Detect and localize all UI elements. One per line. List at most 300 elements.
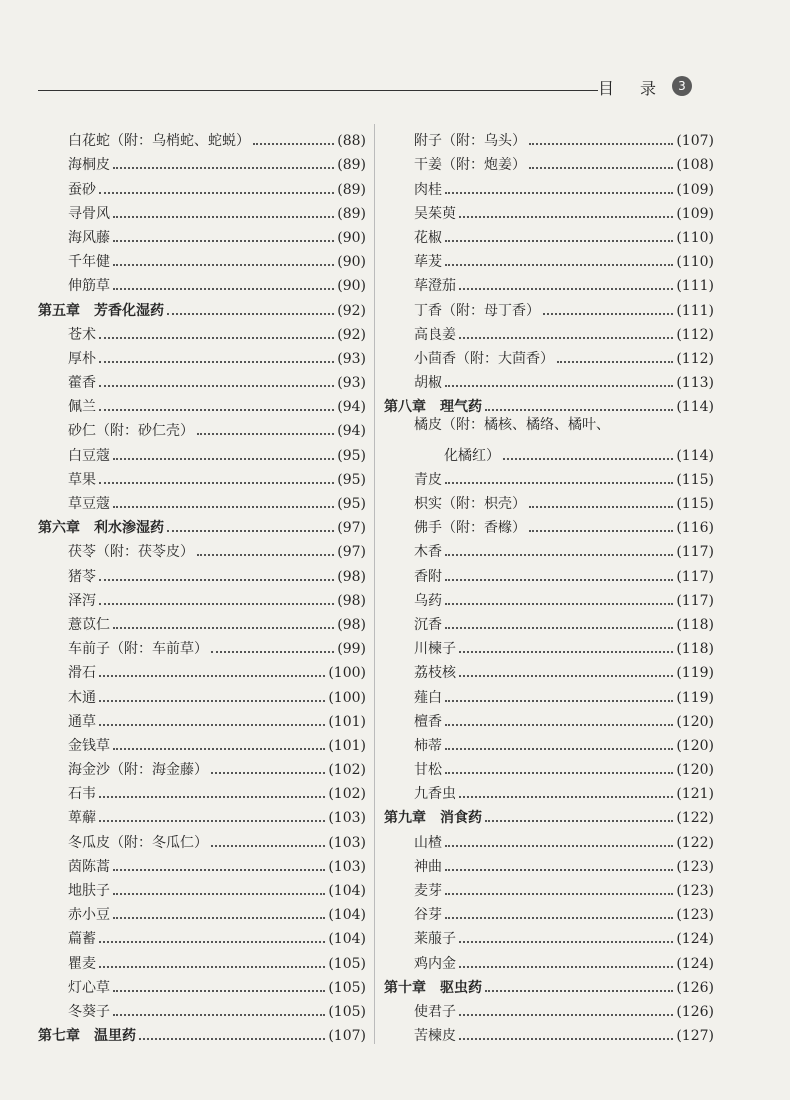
leader-dots xyxy=(445,192,673,194)
toc-chapter-row[interactable] xyxy=(38,513,366,537)
entry-title: 伸筋草 xyxy=(68,278,110,295)
entry-title: 橘皮（附：橘核、橘络、橘叶、 xyxy=(414,417,610,434)
entry-title: 茵陈蒿 xyxy=(68,858,110,875)
page-number: (120) xyxy=(676,737,714,754)
toc-entry-row[interactable] xyxy=(384,199,714,223)
toc-entry-row[interactable] xyxy=(38,682,366,706)
page-number: (89) xyxy=(337,205,366,222)
leader-dots xyxy=(113,1014,325,1016)
toc-entry-row[interactable] xyxy=(38,320,366,344)
leader-dots xyxy=(445,917,673,919)
leader-dots xyxy=(445,240,673,242)
toc-entry-row[interactable] xyxy=(384,271,714,295)
entry-title: 附子（附：乌头） xyxy=(414,133,526,150)
chapter-title: 第九章 消食药 xyxy=(384,810,482,827)
page-number: (103) xyxy=(328,810,366,827)
toc-entry-row[interactable] xyxy=(384,997,714,1021)
toc-entry-row[interactable] xyxy=(38,174,366,198)
page-number: (113) xyxy=(676,375,714,392)
entry-title: 肉桂 xyxy=(414,181,442,198)
leader-dots xyxy=(113,288,334,290)
page-number: (118) xyxy=(676,616,714,633)
entry-title: 海风藤 xyxy=(68,229,110,246)
page-number: (118) xyxy=(676,641,714,658)
leader-dots xyxy=(543,313,673,315)
toc-entry-row[interactable] xyxy=(384,852,714,876)
entry-title: 胡椒 xyxy=(414,375,442,392)
page-number: (104) xyxy=(328,931,366,948)
toc-entry-row[interactable] xyxy=(384,610,714,634)
page-number: (115) xyxy=(676,496,714,512)
entry-title: 砂仁（附：砂仁壳） xyxy=(68,423,194,440)
leader-dots xyxy=(529,506,673,508)
column-divider xyxy=(374,124,375,1044)
toc-entry-row[interactable] xyxy=(38,392,366,416)
entry-title: 薤白 xyxy=(414,689,442,706)
leader-dots xyxy=(167,530,334,532)
toc-entry-row[interactable] xyxy=(384,755,714,779)
toc-entry-row[interactable] xyxy=(384,416,714,440)
toc-entry-row[interactable] xyxy=(384,223,714,247)
entry-title: 谷芽 xyxy=(414,907,442,924)
leader-dots xyxy=(459,651,673,653)
leader-dots xyxy=(99,724,325,726)
page-number: (108) xyxy=(676,157,714,174)
leader-dots xyxy=(113,216,334,218)
page-number: (119) xyxy=(676,689,714,706)
entry-title: 猪苓 xyxy=(68,568,96,585)
page-number: (93) xyxy=(337,350,366,367)
toc-entry-row[interactable] xyxy=(38,610,366,634)
page-number: (88) xyxy=(337,133,366,150)
page-number: (98) xyxy=(337,568,366,585)
leader-dots xyxy=(99,603,334,605)
leader-dots xyxy=(99,966,325,968)
leader-dots xyxy=(113,458,334,460)
entry-title: 枳实（附：枳壳） xyxy=(414,496,526,512)
toc-entry-row[interactable] xyxy=(384,126,714,150)
leader-dots xyxy=(529,167,673,169)
entry-title: 神曲 xyxy=(414,858,442,875)
leader-dots xyxy=(459,966,673,968)
toc-left-column xyxy=(38,126,366,1045)
page-number: (117) xyxy=(676,544,714,561)
page-number: (100) xyxy=(328,689,366,706)
toc-chapter-row[interactable] xyxy=(384,803,714,827)
entry-title: 瞿麦 xyxy=(68,955,96,972)
page-number: (90) xyxy=(337,254,366,271)
leader-dots xyxy=(459,1014,673,1016)
toc-chapter-row[interactable] xyxy=(38,1021,366,1045)
leader-dots xyxy=(445,482,673,484)
page-number: (90) xyxy=(337,229,366,246)
toc-entry-row[interactable] xyxy=(384,489,714,513)
leader-dots xyxy=(503,458,673,460)
entry-title: 草果 xyxy=(68,471,96,488)
page-number: (102) xyxy=(328,786,366,803)
toc-right-column xyxy=(384,126,714,1045)
toc-entry-row[interactable] xyxy=(38,731,366,755)
page-number: (127) xyxy=(676,1028,714,1045)
leader-dots xyxy=(211,651,334,653)
page-number: (123) xyxy=(676,907,714,924)
toc-entry-row[interactable] xyxy=(38,223,366,247)
page-number: (126) xyxy=(676,1003,714,1020)
entry-title: 花椒 xyxy=(414,229,442,246)
page-number: (117) xyxy=(676,592,714,609)
page-number: (110) xyxy=(676,229,714,246)
toc-entry-row[interactable] xyxy=(38,852,366,876)
entry-title: 甘松 xyxy=(414,762,442,779)
entry-title: 使君子 xyxy=(414,1003,456,1020)
toc-entry-row[interactable] xyxy=(384,247,714,271)
toc-entry-row[interactable] xyxy=(384,731,714,755)
leader-dots xyxy=(113,917,325,919)
toc-entry-row[interactable] xyxy=(384,150,714,174)
entry-title: 藿香 xyxy=(68,375,96,392)
leader-dots xyxy=(211,772,325,774)
page-number: (109) xyxy=(676,205,714,222)
entry-title: 薏苡仁 xyxy=(68,616,110,633)
entry-title: 木通 xyxy=(68,689,96,706)
entry-title: 荜澄茄 xyxy=(414,278,456,295)
page-number: (95) xyxy=(337,447,366,464)
page-number: (105) xyxy=(328,955,366,972)
entry-title: 佛手（附：香橼） xyxy=(414,520,526,537)
page-number: (93) xyxy=(337,375,366,392)
leader-dots xyxy=(445,627,673,629)
toc-entry-row[interactable] xyxy=(38,900,366,924)
page-number: (104) xyxy=(328,883,366,899)
page-number: (103) xyxy=(328,834,366,851)
chapter-title: 第七章 温里药 xyxy=(38,1028,136,1045)
leader-dots xyxy=(99,796,325,798)
entry-title: 苦楝皮 xyxy=(414,1028,456,1045)
entry-title: 厚朴 xyxy=(68,350,96,367)
leader-dots xyxy=(113,869,325,871)
entry-title: 泽泻 xyxy=(68,592,96,609)
page-number: (89) xyxy=(337,181,366,198)
leader-dots xyxy=(557,361,673,363)
entry-title: 干姜（附：炮姜） xyxy=(414,157,526,174)
entry-title: 香附 xyxy=(414,568,442,585)
toc-entry-row[interactable] xyxy=(384,900,714,924)
toc-chapter-row[interactable] xyxy=(38,295,366,319)
toc-entry-row[interactable] xyxy=(384,440,714,464)
leader-dots xyxy=(113,506,334,508)
leader-dots xyxy=(445,772,673,774)
toc-entry-row[interactable] xyxy=(38,827,366,851)
leader-dots xyxy=(459,796,673,798)
entry-title: 莱菔子 xyxy=(414,931,456,948)
entry-title: 白花蛇（附：乌梢蛇、蛇蜕） xyxy=(68,133,250,150)
entry-title: 川楝子 xyxy=(414,641,456,658)
entry-title: 金钱草 xyxy=(68,737,110,754)
toc-entry-row[interactable] xyxy=(384,827,714,851)
toc-entry-row[interactable] xyxy=(384,707,714,731)
leader-dots xyxy=(167,313,334,315)
leader-dots xyxy=(485,820,673,822)
entry-title: 高良姜 xyxy=(414,326,456,343)
toc-entry-row[interactable] xyxy=(38,948,366,972)
toc-entry-row[interactable] xyxy=(38,247,366,271)
toc-entry-row[interactable] xyxy=(38,150,366,174)
toc-entry-row[interactable] xyxy=(384,924,714,948)
toc-entry-row[interactable] xyxy=(384,779,714,803)
toc-entry-row[interactable] xyxy=(384,586,714,610)
page-number-badge: 3 xyxy=(672,76,692,96)
toc-entry-row[interactable] xyxy=(38,876,366,900)
toc-entry-row[interactable] xyxy=(38,271,366,295)
page-number: (107) xyxy=(328,1028,366,1045)
leader-dots xyxy=(99,820,325,822)
toc-entry-row[interactable] xyxy=(38,368,366,392)
chapter-title: 第八章 理气药 xyxy=(384,399,482,416)
leader-dots xyxy=(99,579,334,581)
page-number: (90) xyxy=(337,278,366,295)
toc-entry-row[interactable] xyxy=(384,320,714,344)
leader-dots xyxy=(445,869,673,871)
page-number: (109) xyxy=(676,181,714,198)
toc-entry-row[interactable] xyxy=(38,344,366,368)
toc-entry-row[interactable] xyxy=(384,658,714,682)
toc-entry-row[interactable] xyxy=(384,682,714,706)
leader-dots xyxy=(113,990,325,992)
toc-entry-row[interactable] xyxy=(38,489,366,513)
entry-title: 通草 xyxy=(68,713,96,730)
leader-dots xyxy=(99,385,334,387)
toc-entry-row[interactable] xyxy=(38,924,366,948)
leader-dots xyxy=(445,579,673,581)
leader-dots xyxy=(459,675,673,677)
entry-title: 白豆蔻 xyxy=(68,447,110,464)
entry-title: 乌药 xyxy=(414,592,442,609)
entry-title: 萆薢 xyxy=(68,810,96,827)
toc-entry-row[interactable] xyxy=(38,586,366,610)
entry-title: 寻骨风 xyxy=(68,205,110,222)
toc-entry-row[interactable] xyxy=(38,997,366,1021)
leader-dots xyxy=(113,264,334,266)
toc-entry-row[interactable] xyxy=(384,295,714,319)
leader-dots xyxy=(253,143,334,145)
page-number: (120) xyxy=(676,713,714,730)
page-number: (119) xyxy=(676,665,714,682)
leader-dots xyxy=(445,554,673,556)
page-number: (122) xyxy=(676,834,714,851)
page-number: (100) xyxy=(328,665,366,682)
toc-entry-row[interactable] xyxy=(38,779,366,803)
header-rule xyxy=(38,90,598,91)
entry-title: 千年健 xyxy=(68,254,110,271)
page-number: (114) xyxy=(676,447,714,464)
leader-dots xyxy=(459,1038,673,1040)
page-number: (94) xyxy=(337,423,366,440)
leader-dots xyxy=(459,337,673,339)
leader-dots xyxy=(445,700,673,702)
page-number: (124) xyxy=(676,931,714,948)
leader-dots xyxy=(529,530,673,532)
page-number: (112) xyxy=(676,326,714,343)
entry-title: 草豆蔻 xyxy=(68,496,110,512)
entry-title: 檀香 xyxy=(414,713,442,730)
page-number: (105) xyxy=(328,1003,366,1020)
entry-title: 荜茇 xyxy=(414,254,442,271)
entry-title: 青皮 xyxy=(414,471,442,488)
toc-entry-row[interactable] xyxy=(38,755,366,779)
toc-chapter-row[interactable] xyxy=(384,392,714,416)
entry-title: 车前子（附：车前草） xyxy=(68,641,208,658)
entry-title: 冬瓜皮（附：冬瓜仁） xyxy=(68,834,208,851)
page-number: (101) xyxy=(328,713,366,730)
page-number: (115) xyxy=(676,471,714,488)
leader-dots xyxy=(445,893,673,895)
entry-title: 地肤子 xyxy=(68,883,110,899)
leader-dots xyxy=(445,724,673,726)
toc-entry-row[interactable] xyxy=(384,948,714,972)
entry-title: 蚕砂 xyxy=(68,181,96,198)
toc-entry-row[interactable] xyxy=(38,561,366,585)
entry-title: 柿蒂 xyxy=(414,737,442,754)
toc-entry-row[interactable] xyxy=(384,634,714,658)
leader-dots xyxy=(99,700,325,702)
page-number: (107) xyxy=(676,133,714,150)
entry-title: 吴茱萸 xyxy=(414,205,456,222)
page-number: (123) xyxy=(676,883,714,899)
chapter-title: 第六章 利水渗湿药 xyxy=(38,520,164,537)
leader-dots xyxy=(139,1038,325,1040)
toc-entry-row[interactable] xyxy=(384,513,714,537)
leader-dots xyxy=(459,216,673,218)
page-number: (101) xyxy=(328,737,366,754)
entry-title: 苍术 xyxy=(68,326,96,343)
leader-dots xyxy=(197,433,334,435)
leader-dots xyxy=(99,361,334,363)
toc-entry-row[interactable] xyxy=(38,199,366,223)
page-number: (126) xyxy=(676,979,714,996)
entry-title: 滑石 xyxy=(68,665,96,682)
leader-dots xyxy=(113,627,334,629)
entry-title: 灯心草 xyxy=(68,979,110,996)
entry-title: 茯苓（附：茯苓皮） xyxy=(68,544,194,561)
toc-entry-row[interactable] xyxy=(384,465,714,489)
leader-dots xyxy=(113,748,325,750)
entry-title: 鸡内金 xyxy=(414,955,456,972)
leader-dots xyxy=(99,675,325,677)
toc-entry-row[interactable] xyxy=(384,1021,714,1045)
leader-dots xyxy=(485,990,673,992)
entry-title: 冬葵子 xyxy=(68,1003,110,1020)
page-number: (120) xyxy=(676,762,714,779)
leader-dots xyxy=(99,337,334,339)
entry-title: 赤小豆 xyxy=(68,907,110,924)
leader-dots xyxy=(211,845,325,847)
leader-dots xyxy=(445,603,673,605)
toc-entry-row[interactable] xyxy=(38,973,366,997)
toc-entry-row[interactable] xyxy=(38,537,366,561)
page-number: (110) xyxy=(676,254,714,271)
toc-entry-row[interactable] xyxy=(38,465,366,489)
entry-title: 荔枝核 xyxy=(414,665,456,682)
toc-entry-row[interactable] xyxy=(384,368,714,392)
toc-entry-row[interactable] xyxy=(384,344,714,368)
page-number: (95) xyxy=(337,471,366,488)
leader-dots xyxy=(445,264,673,266)
entry-title: 化橘红） xyxy=(444,447,500,464)
toc-entry-row[interactable] xyxy=(38,440,366,464)
page-number: (94) xyxy=(337,399,366,416)
page-number: (111) xyxy=(676,302,714,319)
leader-dots xyxy=(485,409,673,411)
header-section-char-2: 录 xyxy=(640,79,657,98)
page-number: (114) xyxy=(676,399,714,416)
toc-entry-row[interactable] xyxy=(384,561,714,585)
page-number: (111) xyxy=(676,278,714,295)
toc-entry-row[interactable] xyxy=(384,174,714,198)
toc-entry-row[interactable] xyxy=(38,707,366,731)
page-number: (112) xyxy=(676,350,714,367)
page-number: (98) xyxy=(337,616,366,633)
page-number: (124) xyxy=(676,955,714,972)
entry-title: 佩兰 xyxy=(68,399,96,416)
leader-dots xyxy=(459,941,673,943)
leader-dots xyxy=(113,240,334,242)
chapter-title: 第五章 芳香化湿药 xyxy=(38,302,164,319)
toc-entry-row[interactable] xyxy=(38,803,366,827)
leader-dots xyxy=(113,893,325,895)
page-number: (116) xyxy=(676,520,714,537)
leader-dots xyxy=(99,941,325,943)
chapter-title: 第十章 驱虫药 xyxy=(384,979,482,996)
leader-dots xyxy=(99,409,334,411)
header-section-char-1: 目 xyxy=(598,79,615,98)
entry-title: 九香虫 xyxy=(414,786,456,803)
toc-entry-row[interactable] xyxy=(38,658,366,682)
entry-title: 海金沙（附：海金藤） xyxy=(68,762,208,779)
toc-entry-row[interactable] xyxy=(38,634,366,658)
leader-dots xyxy=(445,845,673,847)
entry-title: 沉香 xyxy=(414,616,442,633)
page-number: (122) xyxy=(676,810,714,827)
page-number: (105) xyxy=(328,979,366,996)
page-number: (117) xyxy=(676,568,714,585)
toc-chapter-row[interactable] xyxy=(384,973,714,997)
page-number: (102) xyxy=(328,762,366,779)
page-number: (98) xyxy=(337,592,366,609)
leader-dots xyxy=(445,385,673,387)
page-number: (123) xyxy=(676,858,714,875)
entry-title: 海桐皮 xyxy=(68,157,110,174)
page-number: (92) xyxy=(337,326,366,343)
leader-dots xyxy=(529,143,673,145)
toc-entry-row[interactable] xyxy=(38,416,366,440)
page-number: (103) xyxy=(328,858,366,875)
toc-entry-row[interactable] xyxy=(384,537,714,561)
page-number: (95) xyxy=(337,496,366,512)
leader-dots xyxy=(99,482,334,484)
entry-title: 丁香（附：母丁香） xyxy=(414,302,540,319)
toc-entry-row[interactable] xyxy=(384,876,714,900)
page-number: (97) xyxy=(337,544,366,561)
leader-dots xyxy=(113,167,334,169)
leader-dots xyxy=(99,192,334,194)
entry-title: 小茴香（附：大茴香） xyxy=(414,350,554,367)
toc-entry-row[interactable] xyxy=(38,126,366,150)
entry-title: 木香 xyxy=(414,544,442,561)
page-number: (104) xyxy=(328,907,366,924)
page-number: (99) xyxy=(337,641,366,658)
entry-title: 山楂 xyxy=(414,834,442,851)
entry-title: 石韦 xyxy=(68,786,96,803)
